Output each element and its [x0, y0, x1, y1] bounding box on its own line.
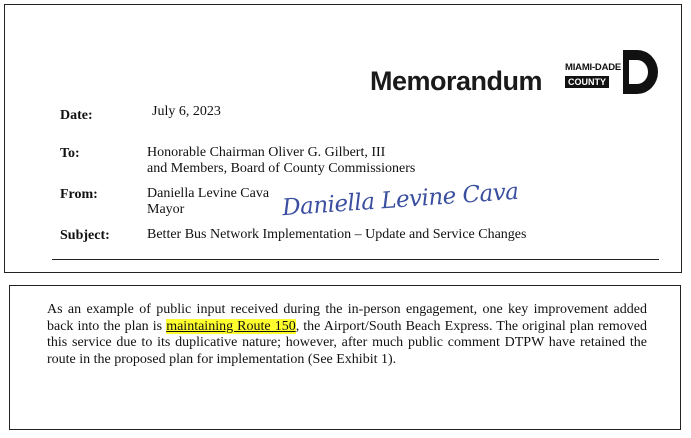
from-title: Mayor	[147, 202, 185, 217]
memo-title: Memorandum	[370, 66, 543, 96]
to-label: To:	[60, 146, 80, 161]
from-name: Daniella Levine Cava	[147, 186, 270, 201]
to-line-2: and Members, Board of County Commissioners	[147, 161, 416, 176]
logo-d-mark-icon	[623, 50, 659, 94]
excerpt-paragraph	[47, 302, 647, 368]
excerpt-text-after: , the Airport/South Beach Express. The original plan removed this service due to its duplicative nature; however, after much public comment DTPW have retained the route in the proposed plan for implementation (See Exhibit 1).	[47, 318, 647, 367]
from-label: From:	[60, 187, 98, 202]
subject-value: Better Bus Network Implementation – Update and Service Changes	[147, 227, 527, 242]
logo-text-county: COUNTY	[565, 76, 609, 88]
logo-text-miami-dade: MIAMI-DADE	[565, 62, 622, 73]
to-line-1: Honorable Chairman Oliver G. Gilbert, III	[147, 145, 386, 160]
date-value: July 6, 2023	[152, 104, 221, 119]
subject-label: Subject:	[60, 228, 110, 243]
mayor-signature: Daniella Levine Cava	[281, 178, 520, 222]
miami-dade-county-logo	[565, 50, 658, 94]
excerpt-text-before: As an example of public input received during the in-person engagement, one key improvement added back into the plan is	[47, 302, 647, 334]
header-divider	[52, 259, 659, 260]
date-label: Date:	[60, 108, 93, 123]
highlighted-route-text: maintaining Route 150	[166, 318, 296, 334]
